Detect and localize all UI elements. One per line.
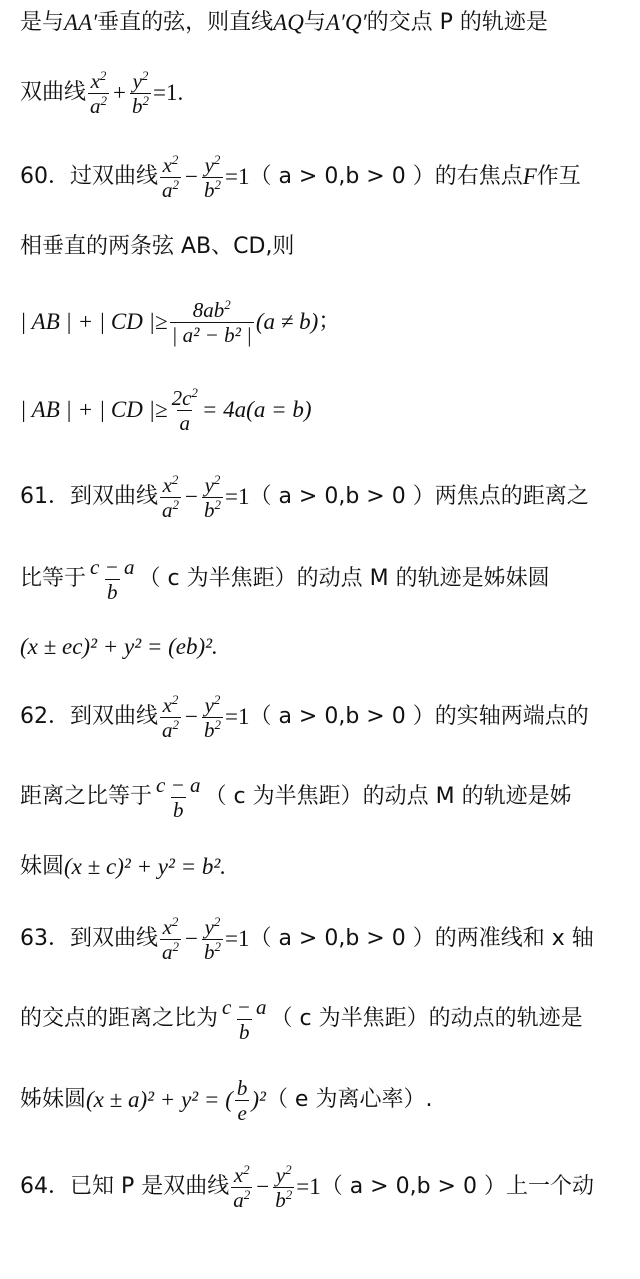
text: 妹圆: [20, 854, 65, 879]
text: 距离之比等于: [20, 784, 153, 809]
math: =1: [224, 704, 250, 729]
math: (a ≠ b): [255, 309, 319, 334]
text: 是与: [20, 10, 65, 35]
math: | AB | + | CD |≥: [20, 309, 168, 334]
text: （ a > 0,b > 0 ）的两准线和 x 轴: [249, 926, 594, 951]
fraction: $\frac{c - a}{b}$: [156, 772, 201, 822]
text: 63．到双曲线: [20, 926, 158, 951]
item-63-line-1: 63．到双曲线 $\frac{x^2}{a^2}$ − $\frac{y^2}{b^2}$ =1 （ a > 0,b > 0 ）的两准线和 x 轴: [20, 913, 594, 964]
text: （ a > 0,b > 0 ）上一个动: [320, 1174, 594, 1199]
item-63-line-2: [20, 992, 632, 1046]
math: (x ± ec)² + y² = (eb)².: [20, 634, 218, 659]
item-61-line-1: 61．到双曲线 $\frac{x^2}{a^2}$ − $\frac{y^2}{b^2}$ =1 （ a > 0,b > 0 ）两焦点的距离之: [20, 471, 589, 522]
fraction: $\frac{y^2}{b^2}$: [132, 67, 149, 118]
math: (x ± c)² + y² = b².: [64, 854, 227, 879]
text: 60．过双曲线: [20, 164, 158, 189]
text: （ a > 0,b > 0 ）的右焦点: [249, 164, 523, 189]
math: (x ± a)² + y² = (: [86, 1087, 233, 1112]
text: 双曲线: [20, 80, 87, 105]
math: =1: [224, 164, 250, 189]
fraction: $\frac{x^2}{a^2}$: [162, 691, 179, 742]
math: = 4a(a = b): [201, 397, 312, 422]
math-aq: AQ: [273, 10, 304, 35]
fraction: $\frac{y^2}{b^2}$: [203, 471, 221, 522]
fraction: $\frac{8ab^2}{\text{| a² − b² |}}$: [171, 296, 252, 347]
text: （ a > 0,b > 0 ）的实轴两端点的: [249, 704, 589, 729]
math-f: F: [522, 164, 537, 189]
math: )²: [251, 1087, 266, 1112]
fraction: $\frac{x^2}{a^2}$: [90, 67, 108, 118]
text: （ c 为半焦距）的动点 M 的轨迹是姊妹圆: [138, 566, 550, 591]
fraction: $\frac{c - a}{b}$: [222, 994, 267, 1044]
fraction: $\frac{c - a}{b}$: [90, 554, 135, 604]
fraction: $\frac{y^2}{b^2}$: [275, 1161, 293, 1212]
text: 垂直的弦，则直线: [97, 10, 274, 35]
item-62-line-2: [20, 770, 632, 824]
fraction: $\frac{x^2}{a^2}$: [162, 471, 179, 522]
text: 比等于: [20, 566, 87, 591]
math: | AB | + | CD |≥: [20, 397, 168, 422]
text: 的交点 P 的轨迹是: [366, 10, 548, 35]
item-60-line-2: [20, 232, 632, 262]
text: 62．到双曲线: [20, 704, 158, 729]
item-60-line-3: [20, 292, 632, 352]
fraction: $\frac{y^2}{b^2}$: [203, 151, 221, 202]
fraction: $\frac{x^2}{a^2}$: [162, 913, 179, 964]
math: =1: [224, 926, 250, 951]
item-60-line-4: [20, 380, 632, 440]
item-62-line-3: [20, 852, 632, 882]
fraction: $\frac{b}{e}$: [236, 1075, 248, 1125]
text-line-2: 双曲线 $\frac{x^2}{a^2}$ + $\frac{y^2}{b^2}$ =1.: [20, 67, 184, 118]
math-q: Q: [344, 10, 362, 35]
item-61-line-3: [20, 632, 632, 662]
fraction: $\frac{x^2}{a^2}$: [233, 1161, 251, 1212]
text: 与: [303, 10, 326, 35]
text: 64．已知 P 是双曲线: [20, 1174, 230, 1199]
text: （ c 为半焦距）的动点的轨迹是: [270, 1006, 583, 1031]
text: 相垂直的两条弦 AB、CD,则: [20, 234, 295, 259]
text: ；: [318, 309, 341, 334]
text: （ c 为半焦距）的动点 M 的轨迹是姊: [204, 784, 572, 809]
item-63-line-3: [20, 1072, 632, 1128]
fraction: $\frac{y^2}{b^2}$: [203, 691, 221, 742]
fraction: $\frac{x^2}{a^2}$: [162, 151, 179, 202]
math: =1.: [153, 80, 184, 105]
text-line-1: 是与 AA ′ 垂直的弦，则直线 AQ 与 A ′ Q ′ 的交点 P 的轨迹是: [20, 8, 632, 38]
math: =1: [296, 1174, 321, 1199]
item-64-line-1: 64．已知 P 是双曲线 $\frac{x^2}{a^2}$ − $\frac{y^2}{b^2}$ =1 （ a > 0,b > 0 ）上一个动: [20, 1161, 594, 1212]
math-aa: AA: [64, 10, 93, 35]
fraction: $\frac{2c^2}{a}$: [171, 384, 198, 435]
math: =1: [224, 484, 250, 509]
text: （ e 为离心率）.: [265, 1087, 433, 1112]
item-61-line-2: [20, 552, 632, 606]
text: 作互: [536, 164, 581, 189]
text: 姊妹圆: [20, 1087, 87, 1112]
math-a: A: [325, 10, 340, 35]
text: 的交点的距离之比为: [20, 1006, 219, 1031]
text: （ a > 0,b > 0 ）两焦点的距离之: [249, 484, 589, 509]
item-60-line-1: 60．过双曲线 $\frac{x^2}{a^2}$ − $\frac{y^2}{b^2}$ =1 （ a > 0,b > 0 ）的右焦点 F 作互: [20, 151, 581, 202]
text: 61．到双曲线: [20, 484, 158, 509]
item-62-line-1: 62．到双曲线 $\frac{x^2}{a^2}$ − $\frac{y^2}{b^2}$ =1 （ a > 0,b > 0 ）的实轴两端点的: [20, 691, 589, 742]
fraction: $\frac{y^2}{b^2}$: [203, 913, 221, 964]
